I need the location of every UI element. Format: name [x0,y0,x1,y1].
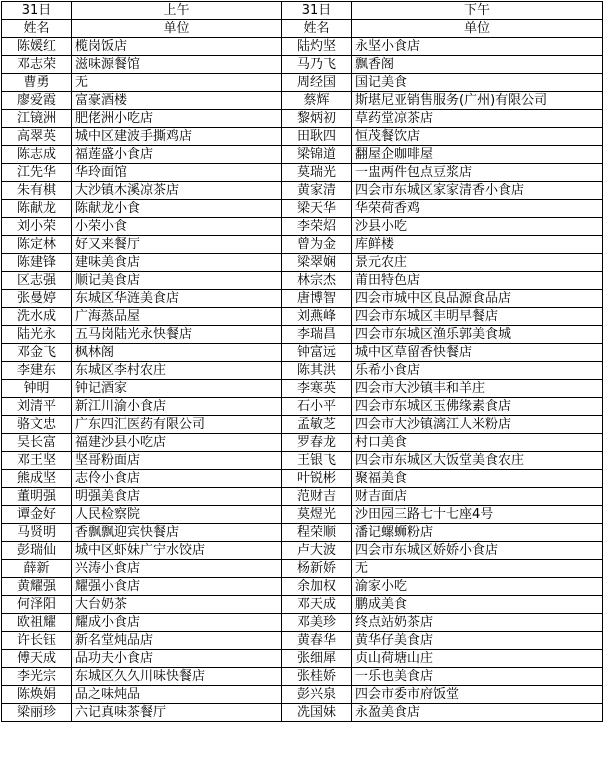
table-row [2,182,603,200]
am-name-cell: 李建东 [2,362,72,380]
pm-date-cell: 31日 [282,2,352,20]
pm-name-cell: 唐博智 [282,290,352,308]
pm-name-cell: 王银飞 [282,452,352,470]
pm-unit-cell: 永盈美食店 [352,704,603,722]
am-name-cell: 邓金飞 [2,344,72,362]
am-unit-cell: 陈献龙小食 [72,200,282,218]
header-row-labels [2,20,603,38]
pm-name-cell: 杨新娇 [282,560,352,578]
am-unit-cell: 六记真味茶餐厅 [72,704,282,722]
am-name-cell: 何泽阳 [2,596,72,614]
table-row [2,632,603,650]
table-row [2,146,603,164]
am-name-cell: 陈焕娟 [2,686,72,704]
table-row [2,704,603,722]
pm-unit-cell: 一盅两件包点豆浆店 [352,164,603,182]
am-date-cell: 31日 [2,2,72,20]
am-unit-cell: 滋味源餐馆 [72,56,282,74]
am-unit-cell: 城中区建波手撕鸡店 [72,128,282,146]
table-row [2,128,603,146]
am-name-cell: 黄耀强 [2,578,72,596]
pm-name-cell: 罗春龙 [282,434,352,452]
table-row [2,362,603,380]
am-unit-cell: 大台奶茶 [72,596,282,614]
pm-name-header: 姓名 [282,20,352,38]
pm-unit-cell: 莆田特色店 [352,272,603,290]
header-row-date [2,2,603,20]
table-row [2,236,603,254]
am-unit-cell: 福莲盛小食店 [72,146,282,164]
pm-name-cell: 梁天华 [282,200,352,218]
am-unit-cell: 东城区华涟美食店 [72,290,282,308]
pm-unit-cell: 聚福美食 [352,470,603,488]
am-unit-cell: 建味美食店 [72,254,282,272]
am-name-cell: 吴长富 [2,434,72,452]
am-unit-cell: 小荣小食 [72,218,282,236]
pm-unit-cell: 潘记螺蛳粉店 [352,524,603,542]
pm-unit-cell: 无 [352,560,603,578]
am-name-cell: 刘清平 [2,398,72,416]
am-unit-cell: 品之味炖品 [72,686,282,704]
am-name-cell: 朱有棋 [2,182,72,200]
am-unit-cell: 枫林阁 [72,344,282,362]
am-name-cell: 廖爱霞 [2,92,72,110]
table-row [2,308,603,326]
am-unit-cell: 肥佬洲小吃店 [72,110,282,128]
pm-name-cell: 黎炳初 [282,110,352,128]
pm-name-cell: 陆灼坚 [282,38,352,56]
am-name-cell: 高翠英 [2,128,72,146]
table-row [2,524,603,542]
pm-name-cell: 范财吉 [282,488,352,506]
pm-name-cell: 马乃飞 [282,56,352,74]
pm-unit-cell: 黄华仔美食店 [352,632,603,650]
am-unit-cell: 福建沙县小吃店 [72,434,282,452]
am-unit-cell: 新名堂炖品店 [72,632,282,650]
pm-unit-cell: 四会市东城区玉佛缘素食店 [352,398,603,416]
am-name-cell: 钟明 [2,380,72,398]
table-row [2,74,603,92]
am-name-cell: 欧祖耀 [2,614,72,632]
pm-name-cell: 程荣顺 [282,524,352,542]
pm-name-cell: 李荣炤 [282,218,352,236]
pm-name-cell: 李瑞昌 [282,326,352,344]
pm-unit-cell: 斯堪尼亚销售服务(广州)有限公司 [352,92,603,110]
table-row [2,254,603,272]
table-row [2,416,603,434]
pm-unit-cell: 四会市东城区大饭堂美食农庄 [352,452,603,470]
pm-name-cell: 孟敏芝 [282,416,352,434]
pm-unit-cell: 四会市东城区丰明早餐店 [352,308,603,326]
table-row [2,164,603,182]
am-name-cell: 陈媛红 [2,38,72,56]
table-row [2,470,603,488]
pm-name-cell: 田耿四 [282,128,352,146]
table-row [2,56,603,74]
table-row [2,560,603,578]
pm-name-cell: 黄家清 [282,182,352,200]
am-name-cell: 熊成坚 [2,470,72,488]
table-row [2,596,603,614]
pm-unit-cell: 四会市东城区娇娇小食店 [352,542,603,560]
am-name-cell: 傅天成 [2,650,72,668]
pm-name-cell: 周经国 [282,74,352,92]
am-unit-cell: 东城区李村农庄 [72,362,282,380]
table-row [2,434,603,452]
am-unit-cell: 明强美食店 [72,488,282,506]
am-unit-cell: 五马岗陆光永快餐店 [72,326,282,344]
am-unit-cell: 新江川渝小食店 [72,398,282,416]
am-unit-header: 单位 [72,20,282,38]
pm-name-cell: 冼国妹 [282,704,352,722]
am-name-cell: 刘小荣 [2,218,72,236]
table-row [2,686,603,704]
table-row [2,272,603,290]
pm-unit-cell: 沙县小吃 [352,218,603,236]
pm-name-cell: 石小平 [282,398,352,416]
am-name-cell: 骆文忠 [2,416,72,434]
table-row [2,380,603,398]
am-unit-cell: 香飘飘迎宾快餐店 [72,524,282,542]
pm-unit-cell: 乐希小食店 [352,362,603,380]
am-unit-cell: 城中区虾妹广宁水饺店 [72,542,282,560]
am-name-header: 姓名 [2,20,72,38]
pm-unit-cell: 渝家小吃 [352,578,603,596]
pm-name-cell: 曾为金 [282,236,352,254]
pm-name-cell: 邓天成 [282,596,352,614]
am-name-cell: 曹勇 [2,74,72,92]
pm-name-cell: 余加权 [282,578,352,596]
am-unit-cell: 顺记美食店 [72,272,282,290]
pm-name-cell: 莫煜光 [282,506,352,524]
am-name-cell: 江镜洲 [2,110,72,128]
pm-name-cell: 刘燕峰 [282,308,352,326]
pm-name-cell: 邓美珍 [282,614,352,632]
am-unit-cell: 无 [72,74,282,92]
am-unit-cell: 兴涛小食店 [72,560,282,578]
am-unit-cell: 好又来餐厅 [72,236,282,254]
pm-unit-cell: 四会市大沙镇漓江人米粉店 [352,416,603,434]
am-name-cell: 邓志荣 [2,56,72,74]
am-name-cell: 谭金好 [2,506,72,524]
pm-unit-cell: 沙田园三路七十七座4号 [352,506,603,524]
am-name-cell: 陈定林 [2,236,72,254]
table-row [2,578,603,596]
table-row [2,344,603,362]
am-name-cell: 彭瑞仙 [2,542,72,560]
pm-unit-cell: 库鲜楼 [352,236,603,254]
pm-unit-cell: 村口美食 [352,434,603,452]
table-row [2,290,603,308]
am-unit-cell: 志伶小食店 [72,470,282,488]
pm-name-cell: 黄春华 [282,632,352,650]
am-unit-cell: 耀成小食店 [72,614,282,632]
pm-unit-cell: 永坚小食店 [352,38,603,56]
pm-unit-cell: 财吉面店 [352,488,603,506]
am-unit-cell: 富豪酒楼 [72,92,282,110]
pm-unit-cell: 草药堂凉茶店 [352,110,603,128]
am-name-cell: 梁丽珍 [2,704,72,722]
pm-unit-header: 单位 [352,20,603,38]
table-row [2,614,603,632]
table-row [2,218,603,236]
am-unit-cell: 钟记酒家 [72,380,282,398]
am-name-cell: 陈献龙 [2,200,72,218]
pm-name-cell: 卢大波 [282,542,352,560]
pm-name-cell: 陈其洪 [282,362,352,380]
pm-unit-cell: 华荣荷香鸡 [352,200,603,218]
table-row [2,38,603,56]
table-row [2,398,603,416]
pm-unit-cell: 飘香阁 [352,56,603,74]
pm-unit-cell: 四会市大沙镇丰和羊庄 [352,380,603,398]
am-name-cell: 江先华 [2,164,72,182]
am-unit-cell: 华玲面馆 [72,164,282,182]
table-row [2,650,603,668]
pm-name-cell: 张细犀 [282,650,352,668]
am-name-cell: 陆光永 [2,326,72,344]
attendance-table [1,1,603,722]
pm-unit-cell: 城中区草留香快餐店 [352,344,603,362]
am-unit-cell: 耀强小食店 [72,578,282,596]
pm-name-cell: 蔡辉 [282,92,352,110]
table-body [2,38,603,722]
table-row [2,488,603,506]
am-name-cell: 薛新 [2,560,72,578]
am-unit-cell: 广海蒸品屋 [72,308,282,326]
pm-unit-cell: 四会市东城区渔乐郭美食城 [352,326,603,344]
table-row [2,110,603,128]
pm-name-cell: 梁翠娴 [282,254,352,272]
pm-name-cell: 梁锦道 [282,146,352,164]
pm-unit-cell: 景元农庄 [352,254,603,272]
pm-unit-cell: 恒茂餐饮店 [352,128,603,146]
am-name-cell: 许长钰 [2,632,72,650]
pm-name-cell: 张桂娇 [282,668,352,686]
pm-name-cell: 彭兴泉 [282,686,352,704]
table-row [2,200,603,218]
pm-unit-cell: 四会市委市府饭堂 [352,686,603,704]
am-name-cell: 马贤明 [2,524,72,542]
pm-name-cell: 莫瑞光 [282,164,352,182]
pm-name-cell: 林宗杰 [282,272,352,290]
am-unit-cell: 广东四汇医药有限公司 [72,416,282,434]
pm-name-cell: 叶锐彬 [282,470,352,488]
table-row [2,506,603,524]
am-name-cell: 区志强 [2,272,72,290]
am-period-cell: 上午 [72,2,282,20]
table-row [2,326,603,344]
am-unit-cell: 大沙镇木溪凉茶店 [72,182,282,200]
pm-unit-cell: 终点站奶茶店 [352,614,603,632]
am-unit-cell: 坚哥粉面店 [72,452,282,470]
table-row [2,542,603,560]
am-name-cell: 张曼婷 [2,290,72,308]
am-unit-cell: 人民检察院 [72,506,282,524]
pm-name-cell: 李寒英 [282,380,352,398]
pm-unit-cell: 翻屋企咖啡屋 [352,146,603,164]
am-name-cell: 董明强 [2,488,72,506]
am-name-cell: 陈志成 [2,146,72,164]
pm-unit-cell: 鹏成美食 [352,596,603,614]
table-row [2,668,603,686]
pm-unit-cell: 一乐也美食店 [352,668,603,686]
table-row [2,452,603,470]
am-unit-cell: 品功夫小食店 [72,650,282,668]
pm-period-cell: 下午 [352,2,603,20]
pm-unit-cell: 贞山荷塘山庄 [352,650,603,668]
pm-unit-cell: 四会市城中区良品源食品店 [352,290,603,308]
am-unit-cell: 榄岗饭店 [72,38,282,56]
pm-unit-cell: 四会市东城区家家清香小食店 [352,182,603,200]
am-unit-cell: 东城区久久川味快餐店 [72,668,282,686]
am-name-cell: 陈建锋 [2,254,72,272]
table-row [2,92,603,110]
pm-name-cell: 钟富远 [282,344,352,362]
am-name-cell: 李光宗 [2,668,72,686]
pm-unit-cell: 国记美食 [352,74,603,92]
am-name-cell: 邓王坚 [2,452,72,470]
am-name-cell: 洗水成 [2,308,72,326]
